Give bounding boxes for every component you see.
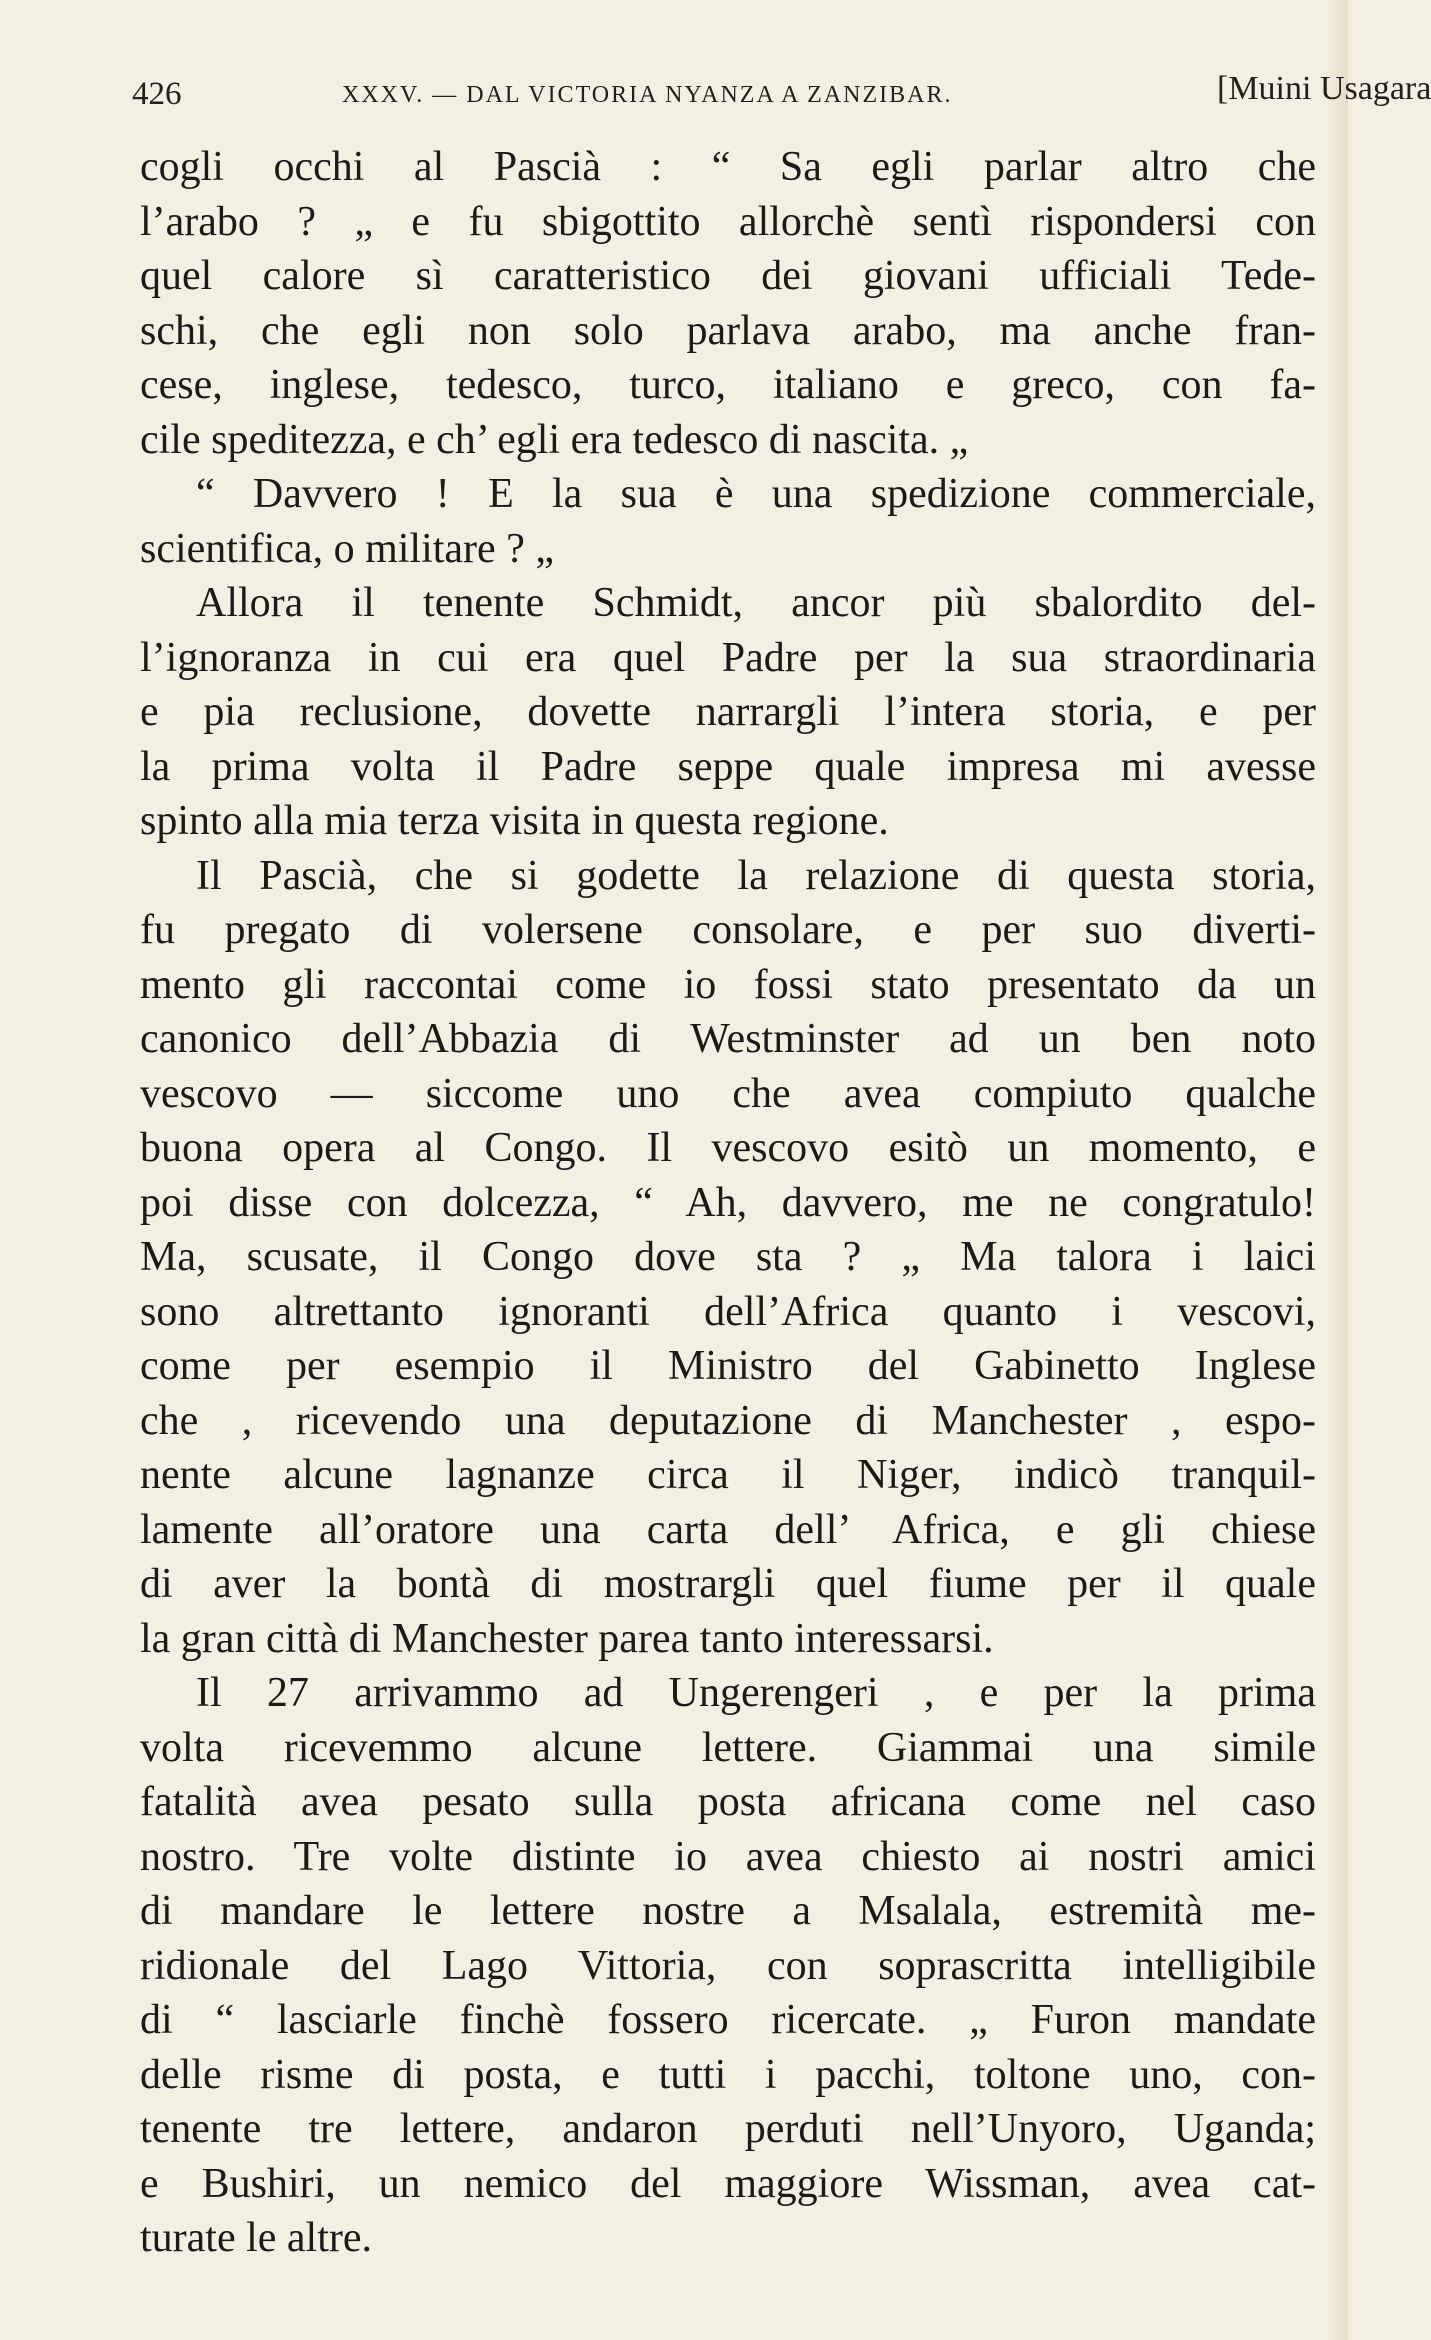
text-line: di mandare le lettere nostre a Msalala, estremità me-: [140, 1888, 1316, 1934]
text-line: Allora il tenente Schmidt, ancor più sbalordito del-: [196, 580, 1316, 626]
text-line: come per esempio il Ministro del Gabinetto Inglese: [140, 1343, 1316, 1389]
text-line: vescovo — siccome uno che avea compiuto qualche: [140, 1070, 1316, 1117]
page-edge-shadow: [1326, 0, 1348, 2340]
text-line: mento gli raccontai come io fossi stato presentato da un: [140, 961, 1316, 1008]
text-line: poi disse con dolcezza, “ Ah, davvero, me ne congratulo!: [140, 1179, 1316, 1226]
text-line: la gran città di Manchester parea tanto interessarsi.: [140, 1615, 994, 1662]
text-line: cogli occhi al Pascià : “ Sa egli parlar altro che: [140, 144, 1316, 190]
text-line: Ma, scusate, il Congo dove sta ? „ Ma talora i laici: [140, 1234, 1316, 1280]
text-line: e pia reclusione, dovette narrargli l’intera storia, e per: [140, 689, 1316, 735]
text-line: Il 27 arrivammo ad Ungerengeri , e per la prima: [196, 1670, 1316, 1716]
text-line: canonico dell’Abbazia di Westminster ad un ben noto: [140, 1016, 1316, 1062]
text-line: e Bushiri, un nemico del maggiore Wissman, avea cat-: [140, 2160, 1316, 2207]
text-line: lamente all’oratore una carta dell’ Africa, e gli chiese: [140, 1506, 1316, 1553]
text-line: nente alcune lagnanze circa il Niger, indicò tranquil-: [140, 1452, 1316, 1498]
text-line: volta ricevemmo alcune lettere. Giammai una simile: [140, 1724, 1316, 1771]
text-line: tenente tre lettere, andaron perduti nell’Unyoro, Uganda;: [140, 2106, 1316, 2152]
text-line: quel calore sì caratteristico dei giovani ufficiali Tede-: [140, 253, 1316, 299]
text-line: cese, inglese, tedesco, turco, italiano e greco, con fa-: [140, 362, 1316, 408]
text-line: nostro. Tre volte distinte io avea chiesto ai nostri amici: [140, 1833, 1316, 1880]
text-line: Il Pascià, che si godette la relazione di questa storia,: [196, 852, 1316, 899]
page-number: 426: [132, 76, 182, 112]
text-line: fu pregato di volersene consolare, e per suo diverti-: [140, 907, 1316, 953]
text-line: “ Davvero ! E la sua è una spedizione commerciale,: [196, 471, 1316, 517]
body-text: [140, 140, 1316, 2266]
running-header: [132, 66, 1431, 116]
text-line: spinto alla mia terza visita in questa regione.: [140, 798, 889, 844]
text-line: scientifica, o militare ? „: [140, 525, 554, 572]
text-line: che , ricevendo una deputazione di Manchester , espo-: [140, 1397, 1316, 1444]
text-line: di aver la bontà di mostrargli quel fiume per il quale: [140, 1561, 1316, 1607]
marginal-note: [Muini Usagara: [1217, 70, 1431, 107]
text-line: schi, che egli non solo parlava arabo, ma anche fran-: [140, 307, 1316, 354]
text-line: l’ignoranza in cui era quel Padre per la sua straordinaria: [140, 634, 1316, 681]
text-line: di “ lasciarle finchè fossero ricercate. „ Furon mandate: [140, 1997, 1316, 2043]
text-line: fatalità avea pesato sulla posta africana come nel caso: [140, 1779, 1316, 1825]
text-line: cile speditezza, e ch’ egli era tedesco di nascita. „: [140, 416, 969, 463]
text-line: buona opera al Congo. Il vescovo esitò un momento, e: [140, 1125, 1316, 1171]
text-line: delle risme di posta, e tutti i pacchi, toltone uno, con-: [140, 2051, 1316, 2098]
running-title: XXXV. — DAL VICTORIA NYANZA A ZANZIBAR.: [342, 82, 953, 108]
text-line: ridionale del Lago Vittoria, con soprascritta intelligibile: [140, 1942, 1316, 1989]
text-line: sono altrettanto ignoranti dell’Africa quanto i vescovi,: [140, 1288, 1316, 1335]
text-line: turate le altre.: [140, 2215, 373, 2261]
text-line: la prima volta il Padre seppe quale impresa mi avesse: [140, 743, 1316, 790]
text-line: l’arabo ? „ e fu sbigottito allorchè sentì rispondersi con: [140, 198, 1316, 245]
